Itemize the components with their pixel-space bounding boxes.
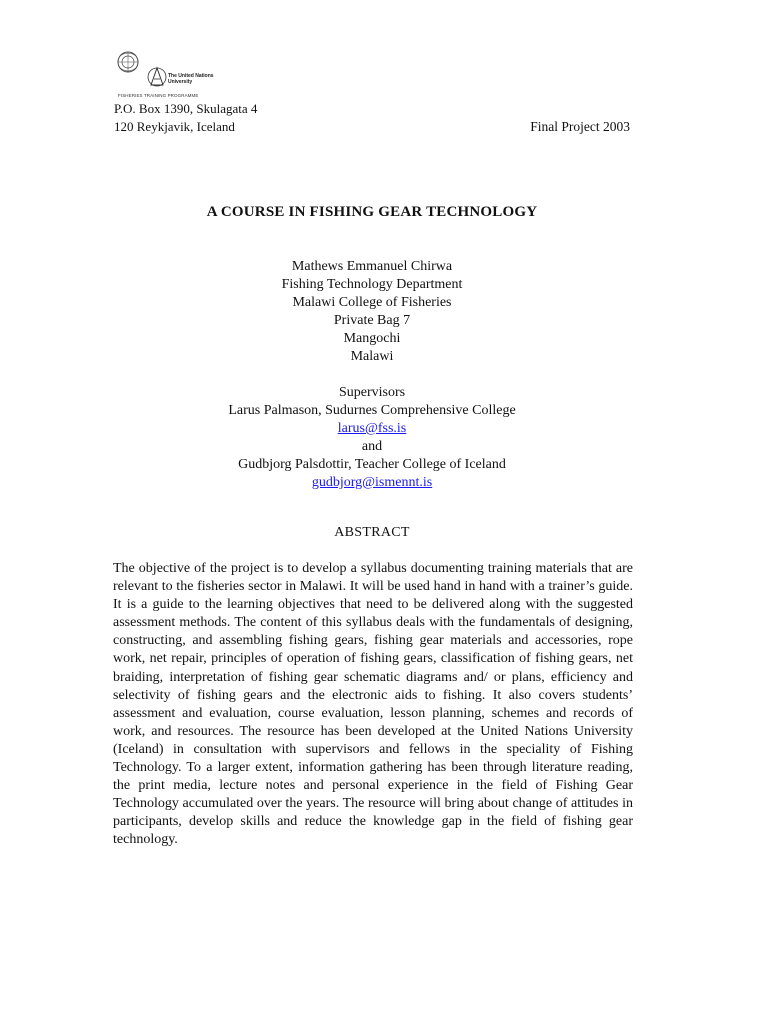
- author-name: Mathews Emmanuel Chirwa: [291, 259, 453, 274]
- supervisor-first: Larus Palmason, Sudurnes Comprehensive College: [228, 403, 516, 418]
- unu-name-line1: The United Nations: [168, 73, 214, 79]
- author-institution: Malawi College of Fisheries: [292, 295, 452, 310]
- supervisors-heading: Supervisors: [338, 385, 406, 400]
- programme-name: FISHERIES TRAINING PROGRAMME: [118, 93, 199, 98]
- unu-symbol-icon: [146, 65, 168, 91]
- author-department: Fishing Technology Department: [281, 277, 463, 292]
- final-project-label: Final Project 2003: [530, 119, 630, 134]
- abstract-body: The objective of the project is to develop a syllabus documenting training materials that are relevant to the fisheries sector in Malawi. It will be used hand in hand with a trainer’s guide. It is a guide to the learning objectives that need to be delivered along with the suggested assessment methods. The content of this syllabus deals with the fundamentals of designing, constructing, and assembling fishing gears, fishing gear materials and accessories, rope work, net repair, principles of operation of fishing gears, classification of fishing gears, net braiding, interpretation of fishing gear schematic diagrams and/ or plans, efficiency and selectivity of fishing gears and the electronic aids to fishing. It also covers students’ assessment and evaluation, course evaluation, lesson planning, schemes and records of work, and resources. The resource has been developed at the United Nations University (Iceland) in consultation with supervisors and fellows in the speciality of Fishing Technology. To a larger extent, information gathering has been through literature reading, the print media, lecture notes and personal experience in the field of Fishing Gear Technology accumulated over the years. The resource will bring about change of attitudes in participants, develop skills and reduce the knowledge gap in the field of fishing gear technology.: [113, 561, 633, 848]
- abstract-heading: ABSTRACT: [334, 525, 410, 540]
- author-city: Mangochi: [343, 331, 401, 346]
- unu-ftp-logo: [116, 50, 226, 100]
- author-address: Private Bag 7: [333, 313, 411, 328]
- un-emblem-icon: [116, 50, 140, 74]
- address-block: [114, 100, 257, 136]
- unu-name-line2: University: [168, 79, 193, 85]
- author-supervisor-block: [0, 258, 744, 492]
- address-line-1: P.O. Box 1390, Skulagata 4: [114, 101, 258, 116]
- supervisor-first-email-link[interactable]: larus@fss.is: [337, 421, 407, 436]
- author-country: Malawi: [350, 349, 394, 364]
- supervisor-second: Gudbjorg Palsdottir, Teacher College of Iceland: [238, 457, 506, 472]
- supervisor-second-email-link[interactable]: gudbjorg@ismennt.is: [311, 475, 433, 490]
- unu-name-text: [168, 73, 214, 85]
- document-title: A COURSE IN FISHING GEAR TECHNOLOGY: [206, 204, 538, 220]
- supervisor-conjunction: and: [361, 439, 383, 454]
- address-line-2: 120 Reykjavik, Iceland: [114, 119, 235, 134]
